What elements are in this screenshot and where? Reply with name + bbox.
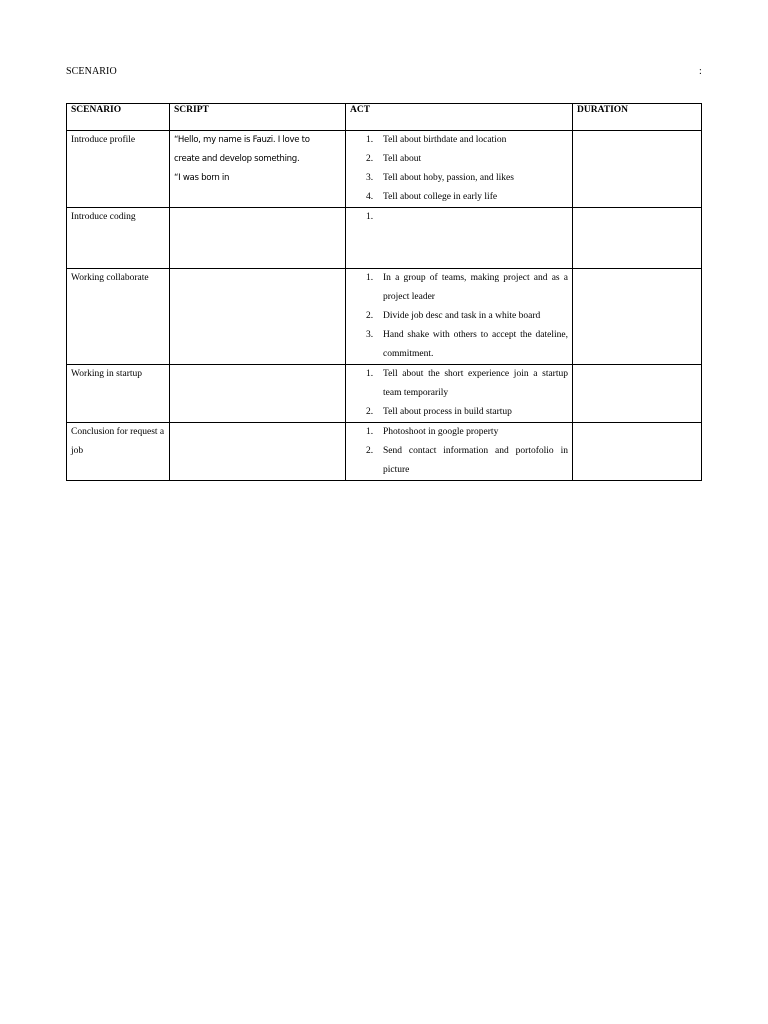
scenario-cell: Working in startup — [67, 365, 170, 423]
scenario-cell: Working collaborate — [67, 269, 170, 365]
act-item — [366, 307, 568, 326]
script-cell — [170, 208, 346, 269]
act-item — [366, 169, 568, 188]
scenario-table — [66, 103, 702, 481]
act-item-text: Tell about — [383, 154, 422, 164]
act-item-text: Divide job desc and task in a white board — [383, 311, 541, 321]
duration-cell — [573, 269, 702, 365]
duration-cell — [573, 208, 702, 269]
act-item — [366, 131, 568, 150]
script-cell — [170, 269, 346, 365]
act-item-text: Tell about the short experience join a startup team temporarily — [383, 369, 568, 398]
act-item-number: 2. — [366, 154, 374, 164]
act-cell — [346, 365, 573, 423]
act-cell — [346, 208, 573, 269]
title-colon: : — [699, 66, 702, 77]
duration-cell — [573, 423, 702, 481]
act-item — [366, 188, 568, 207]
act-cell — [346, 423, 573, 481]
scenario-cell: Introduce profile — [67, 131, 170, 208]
act-item-text: Hand shake with others to accept the dateline, commitment. — [383, 330, 568, 359]
script-line: create and develop something. — [174, 154, 300, 164]
act-item — [366, 423, 568, 442]
column-header-act: ACT — [346, 104, 573, 131]
act-item — [366, 365, 568, 403]
duration-cell — [573, 365, 702, 423]
act-item-number: 1. — [366, 135, 374, 145]
act-list — [350, 208, 568, 227]
act-list — [350, 365, 568, 422]
act-list — [350, 131, 568, 207]
act-list — [350, 269, 568, 364]
table-row — [67, 208, 702, 269]
act-item — [366, 326, 568, 364]
act-item — [366, 403, 568, 422]
act-item-text: Tell about hoby, passion, and likes — [383, 173, 514, 183]
column-header-script: SCRIPT — [170, 104, 346, 131]
table-header-row — [67, 104, 702, 131]
act-list — [350, 423, 568, 480]
act-cell — [346, 269, 573, 365]
table-row — [67, 365, 702, 423]
act-item-number: 1. — [366, 369, 374, 379]
act-item-text: Tell about birthdate and location — [383, 135, 507, 145]
scenario-cell: Conclusion for request a job — [67, 423, 170, 481]
act-item — [366, 442, 568, 480]
act-item — [366, 269, 568, 307]
column-header-duration: DURATION — [573, 104, 702, 131]
act-item-number: 1. — [366, 212, 374, 222]
document-title: SCENARIO — [66, 66, 117, 77]
table-row — [67, 269, 702, 365]
act-item-text: Photoshoot in google property — [383, 427, 499, 437]
act-item-number: 3. — [366, 173, 374, 183]
act-item-number: 1. — [366, 273, 374, 283]
script-line: “I was born in — [174, 173, 230, 183]
script-cell — [170, 365, 346, 423]
scenario-cell: Introduce coding — [67, 208, 170, 269]
script-line: “Hello, my name is Fauzi. I love to — [174, 135, 310, 145]
act-cell — [346, 131, 573, 208]
table-row — [67, 131, 702, 208]
act-item-number: 2. — [366, 311, 374, 321]
act-item-number: 4. — [366, 192, 374, 202]
act-item-text: Tell about college in early life — [383, 192, 498, 202]
act-item-number: 3. — [366, 330, 374, 340]
act-item-text: In a group of teams, making project and as a project leader — [383, 273, 568, 302]
act-item — [366, 150, 568, 169]
act-item-number: 2. — [366, 407, 374, 417]
column-header-scenario: SCENARIO — [67, 104, 170, 131]
act-item-number: 1. — [366, 427, 374, 437]
act-item — [366, 208, 568, 227]
act-item-text: Tell about process in build startup — [383, 407, 512, 417]
script-cell — [170, 423, 346, 481]
act-item-number: 2. — [366, 446, 374, 456]
duration-cell — [573, 131, 702, 208]
script-cell — [170, 131, 346, 208]
table-row — [67, 423, 702, 481]
act-item-text: Send contact information and portofolio in picture — [383, 446, 568, 475]
